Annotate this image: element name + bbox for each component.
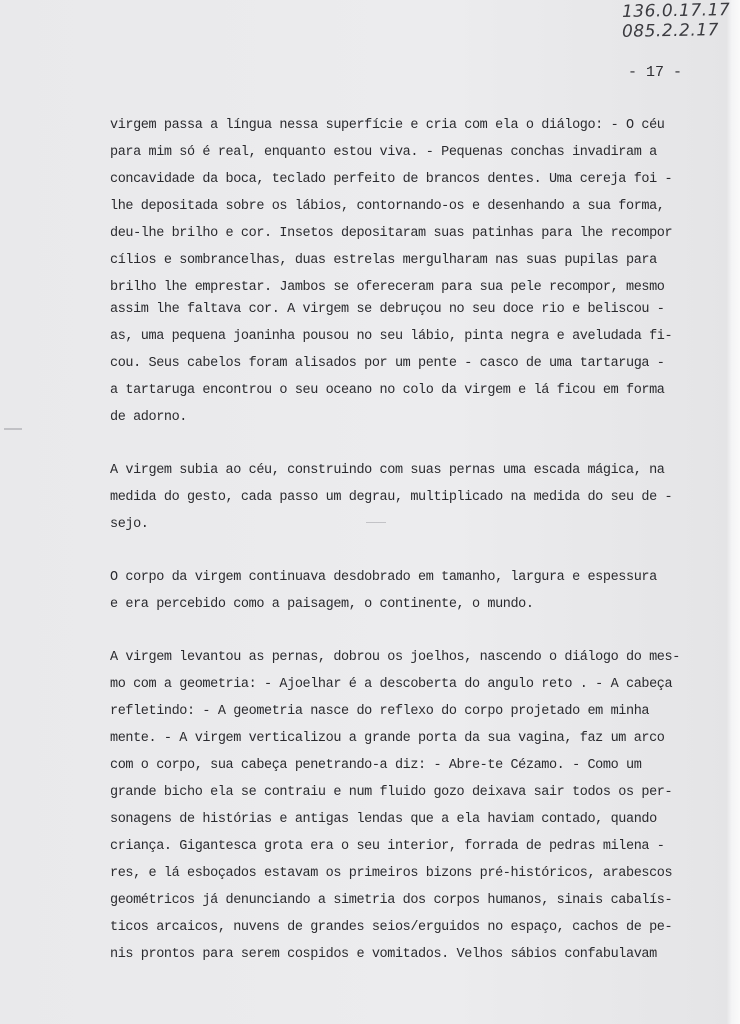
page-number: - 17 -	[628, 64, 683, 81]
paper-speck	[366, 522, 386, 523]
paper-speck	[4, 428, 22, 430]
text-line: lhe depositada sobre os lábios, contornando-os e desenhando a sua forma,	[110, 199, 665, 214]
text-line: medida do gesto, cada passo um degrau, multiplicado na medida do seu de -	[110, 490, 673, 505]
text-line: refletindo: - A geometria nasce do reflexo do corpo projetado em minha	[110, 704, 650, 719]
text-line: assim lhe faltava cor. A virgem se debruçou no seu doce rio e beliscou -	[110, 302, 665, 317]
text-line: as, uma pequena joaninha pousou no seu lábio, pinta negra e aveludada fi-	[110, 329, 673, 344]
text-line: grande bicho ela se contraiu e num fluido gozo deixava sair todos os per-	[110, 785, 673, 800]
text-line: O corpo da virgem continuava desdobrado em tamanho, largura e espessura	[110, 570, 657, 585]
text-line: sejo.	[110, 517, 149, 532]
text-line: deu-lhe brilho e cor. Insetos depositaram suas patinhas para lhe recompor	[110, 226, 673, 241]
archive-reference-2: 085.2.2.17	[621, 20, 720, 42]
page-edge	[726, 0, 740, 1024]
text-line: cílios e sombrancelhas, duas estrelas mergulharam nas suas pupilas para	[110, 253, 657, 268]
text-line: geométricos já denunciando a simetria dos corpos humanos, sinais cabalís-	[110, 893, 673, 908]
text-line: concavidade da boca, teclado perfeito de brancos dentes. Uma cereja foi -	[110, 172, 673, 187]
text-line: para mim só é real, enquanto estou viva. - Pequenas conchas invadiram a	[110, 145, 657, 160]
text-line: a tartaruga encontrou o seu oceano no colo da virgem e lá ficou em forma	[110, 383, 665, 398]
text-line: mente. - A virgem verticalizou a grande porta da sua vagina, faz um arco	[110, 731, 665, 746]
text-line: de adorno.	[110, 410, 188, 425]
text-line: criança. Gigantesca grota era o seu interior, forrada de pedras milena -	[110, 839, 665, 854]
text-line: cou. Seus cabelos foram alisados por um pente - casco de uma tartaruga -	[110, 356, 665, 371]
text-line: virgem passa a língua nessa superfície e cria com ela o diálogo: - O céu	[110, 118, 665, 133]
text-line: mo com a geometria: - Ajoelhar é a descoberta do angulo reto . - A cabeça	[110, 677, 673, 692]
archive-reference-1: 136.0.17.17	[621, 0, 731, 22]
text-line: nis prontos para serem cospidos e vomitados. Velhos sábios confabulavam	[110, 947, 657, 962]
text-line: res, e lá esboçados estavam os primeiros bizons pré-históricos, arabescos	[110, 866, 673, 881]
text-line: com o corpo, sua cabeça penetrando-a diz: - Abre-te Cézamo. - Como um	[110, 758, 642, 773]
text-line: e era percebido como a paisagem, o continente, o mundo.	[110, 597, 534, 612]
text-line: A virgem subia ao céu, construindo com suas pernas uma escada mágica, na	[110, 463, 665, 478]
text-line: A virgem levantou as pernas, dobrou os joelhos, nascendo o diálogo do mes-	[110, 650, 680, 665]
text-line: sonagens de histórias e antigas lendas que a ela haviam contado, quando	[110, 812, 657, 827]
text-line: ticos arcaicos, nuvens de grandes seios/erguidos no espaço, cachos de pe-	[110, 920, 673, 935]
text-line: brilho lhe emprestar. Jambos se ofereceram para sua pele recompor, mesmo	[110, 280, 665, 295]
